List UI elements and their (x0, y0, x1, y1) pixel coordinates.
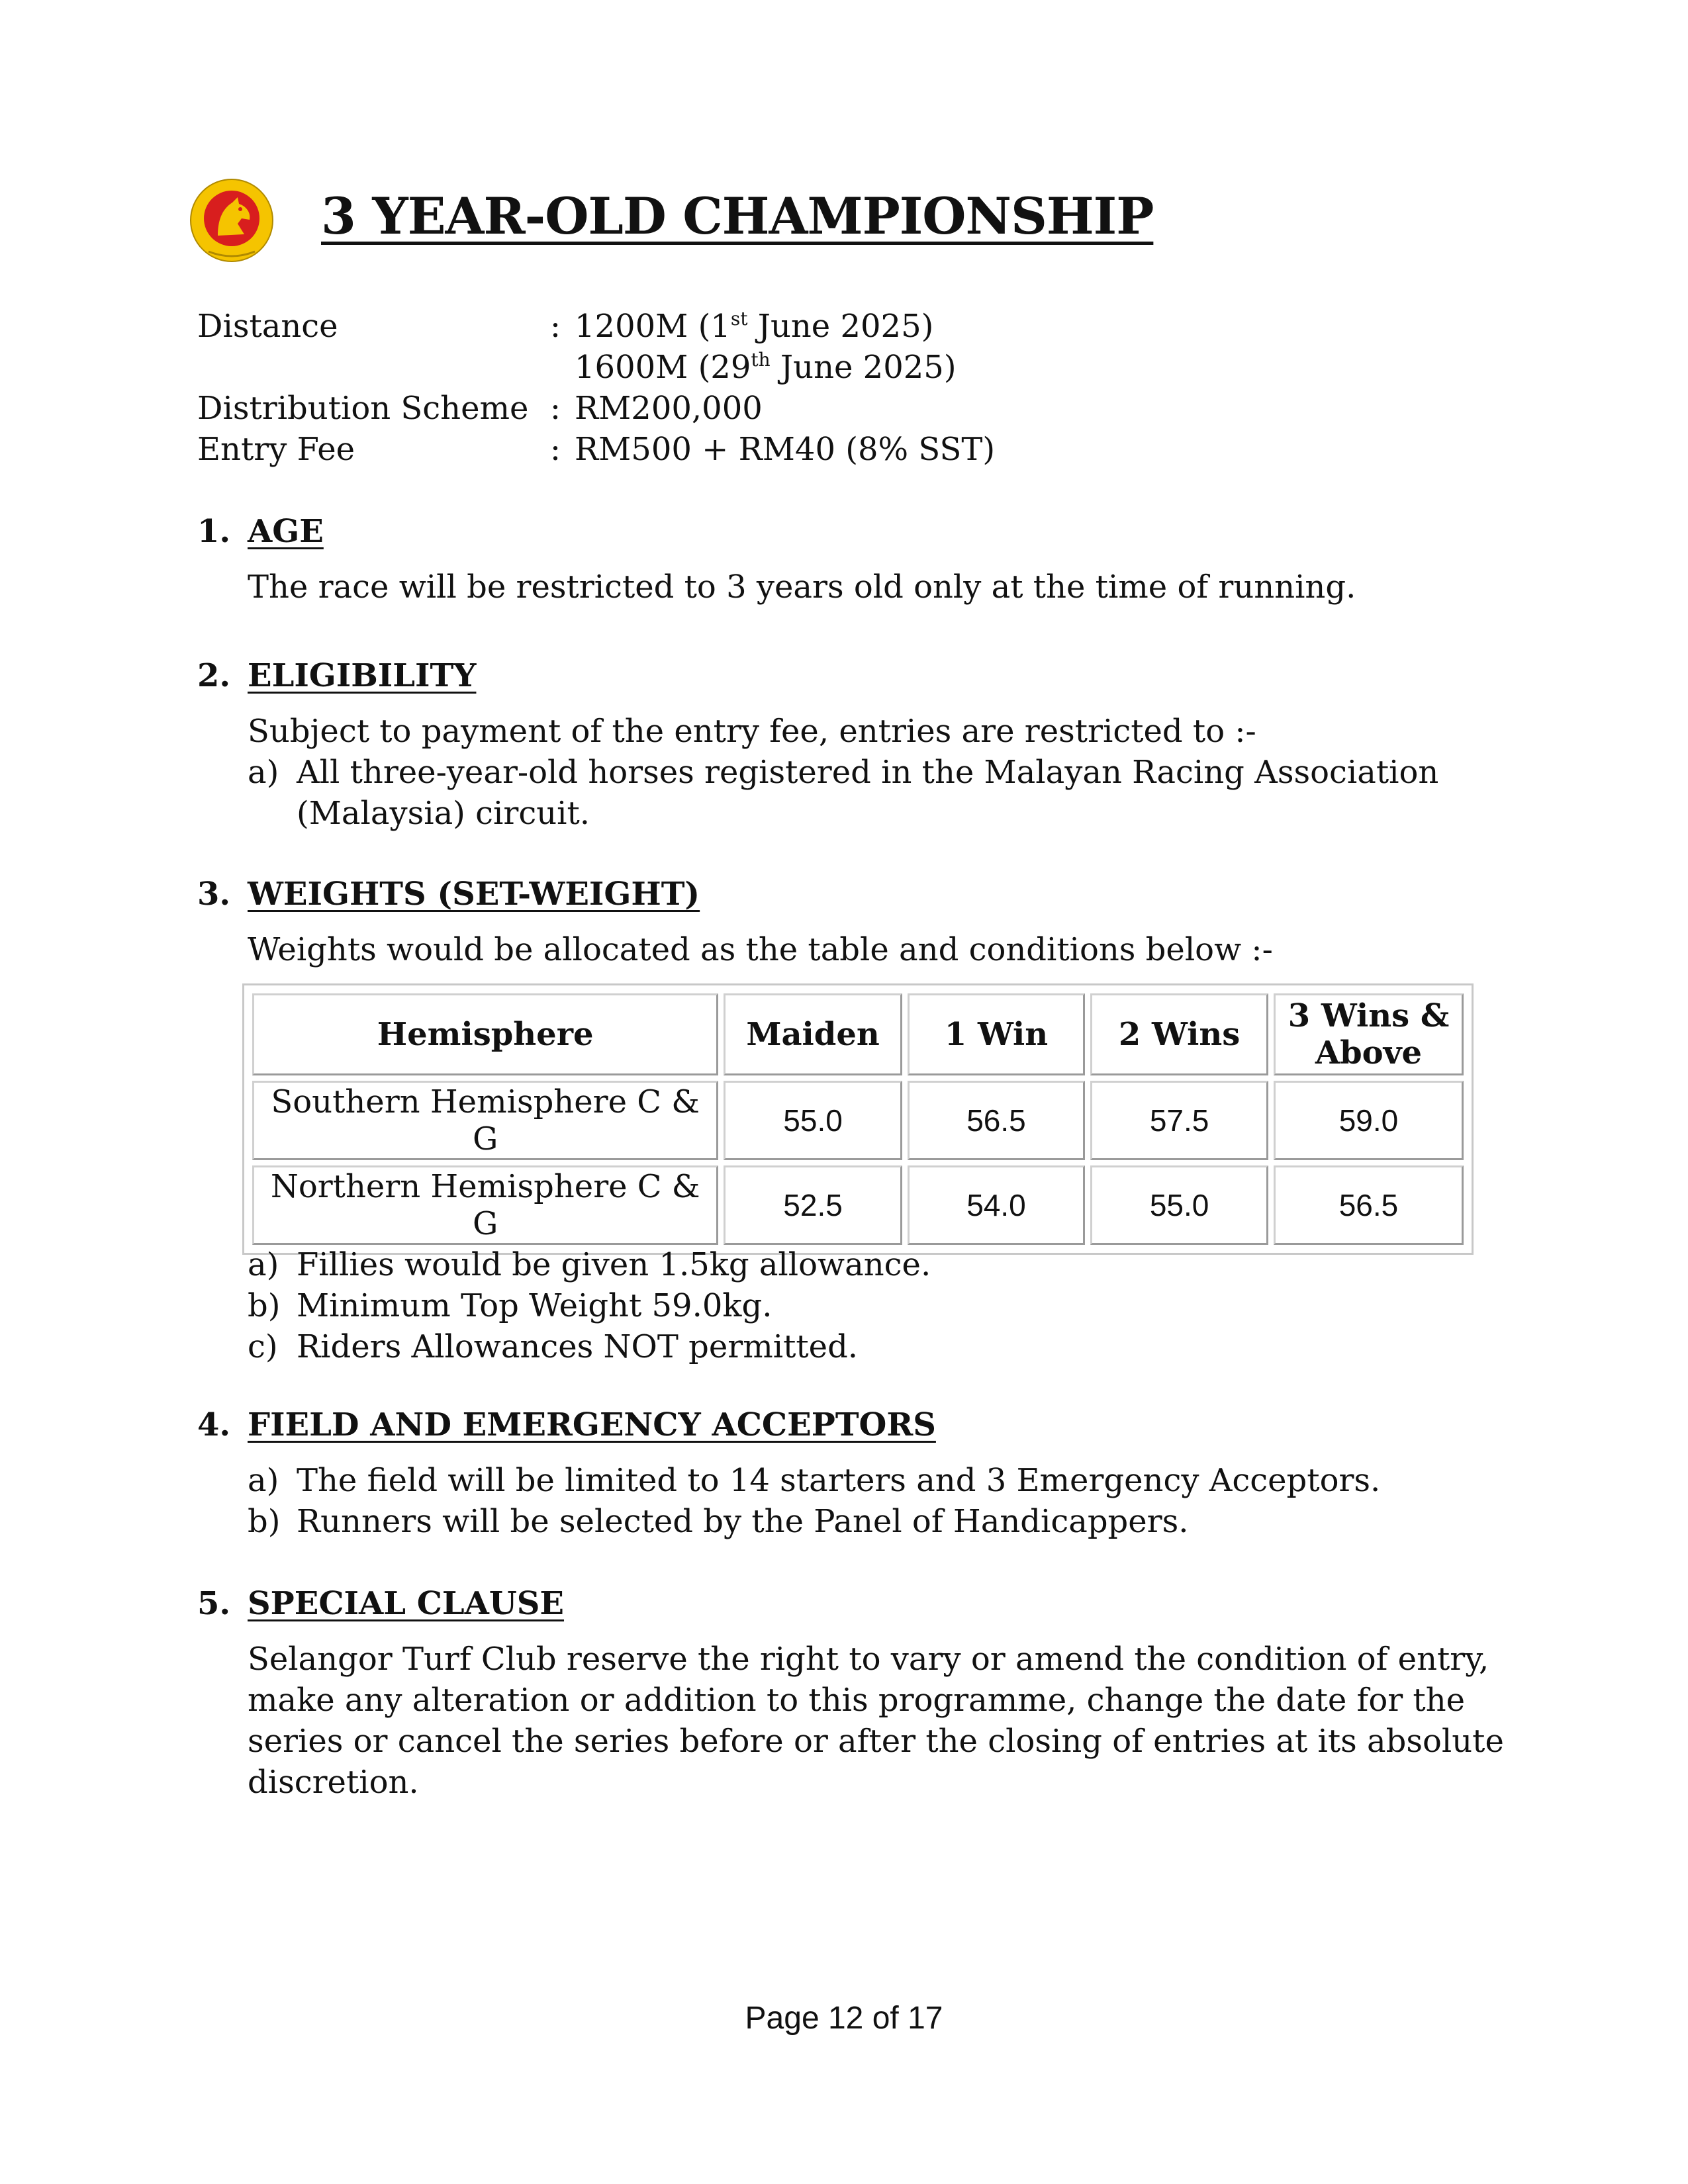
table-cell: Southern Hemisphere C & G (252, 1081, 718, 1160)
selangor-turf-club-logo-icon (189, 177, 275, 263)
table-cell: 55.0 (1090, 1165, 1268, 1245)
section-body (197, 929, 1521, 970)
section-heading (197, 511, 1521, 552)
section-field-acceptors (197, 1404, 1521, 1542)
section-title: ELIGIBILITY (248, 657, 477, 694)
distance-1-text: 1200M (1 (575, 308, 731, 345)
section-body (197, 567, 1521, 608)
race-info (197, 306, 995, 470)
distance-label: Distance (197, 308, 338, 345)
distance-value-1 (569, 306, 933, 347)
distribution-row (197, 388, 995, 429)
page-title: 3 YEAR-OLD CHAMPIONSHIP (321, 187, 1154, 246)
section-title: WEIGHTS (SET-WEIGHT) (248, 876, 700, 913)
table-cell: Northern Hemisphere C & G (252, 1165, 718, 1245)
list-item (248, 1285, 1521, 1326)
distance-1-date: June 2025) (747, 308, 934, 345)
section-weights (197, 874, 1521, 970)
distance-2-date: June 2025) (770, 349, 957, 386)
section-title: AGE (248, 513, 324, 550)
table-cell: 52.5 (724, 1165, 902, 1245)
list-marker: a) (248, 1246, 279, 1283)
entry-fee-row (197, 429, 995, 470)
paragraph: Selangor Turf Club reserve the right to vary or amend the condition of entry, make any alteration or addition to this programme, change the date for the series or cancel the series before or after the closing of entries at its absolute discretion. (248, 1641, 1504, 1801)
paragraph: Weights would be allocated as the table and conditions below :- (248, 931, 1273, 968)
section-heading (197, 1583, 1521, 1624)
page-number: Page 12 of 17 (745, 2001, 943, 2036)
spacer (197, 347, 541, 388)
weights-grid (247, 988, 1469, 1250)
distance-value-2 (569, 347, 957, 388)
colon: : (549, 390, 561, 427)
table-cell: 59.0 (1274, 1081, 1464, 1160)
section-body (197, 1244, 1521, 1367)
section-heading (197, 655, 1521, 696)
list-item (248, 1501, 1521, 1542)
section-body (197, 1460, 1521, 1542)
table-header-row (252, 993, 1464, 1075)
section-title: SPECIAL CLAUSE (248, 1585, 565, 1622)
list-text: Runners will be selected by the Panel of Handicappers. (297, 1503, 1189, 1540)
spacer (541, 347, 569, 388)
section-eligibility (197, 655, 1521, 834)
table-row (252, 1165, 1464, 1245)
table-cell: 57.5 (1090, 1081, 1268, 1160)
entry-fee-label: Entry Fee (197, 431, 355, 468)
weights-table (242, 983, 1474, 1255)
list-marker: b) (248, 1287, 281, 1324)
section-special-clause (197, 1583, 1521, 1803)
section-number: 2. (197, 657, 231, 694)
distance-2-sup: th (751, 349, 771, 371)
list-text: Fillies would be given 1.5kg allowance. (297, 1246, 931, 1283)
distribution-value: RM200,000 (575, 390, 763, 427)
distance-1-sup: st (730, 308, 748, 330)
section-title: FIELD AND EMERGENCY ACCEPTORS (248, 1406, 936, 1443)
entry-fee-value: RM500 + RM40 (8% SST) (575, 431, 996, 468)
column-header: 2 Wins (1090, 993, 1268, 1075)
table-cell: 54.0 (908, 1165, 1085, 1245)
list-text: Riders Allowances NOT permitted. (297, 1328, 859, 1365)
list-marker: c) (248, 1328, 278, 1365)
list-text: Minimum Top Weight 59.0kg. (297, 1287, 773, 1324)
list-item (248, 752, 1538, 834)
paragraph: Subject to payment of the entry fee, entries are restricted to :- (248, 713, 1256, 750)
list-item (248, 1244, 1521, 1285)
colon: : (549, 308, 561, 345)
section-age (197, 511, 1521, 608)
distance-row (197, 306, 995, 347)
colon: : (549, 431, 561, 468)
list-text: All three-year-old horses registered in the Malayan Racing Association (Malaysia) circuit. (297, 754, 1439, 832)
list-marker: b) (248, 1503, 281, 1540)
column-header: Hemisphere (252, 993, 718, 1075)
weights-conditions (197, 1244, 1521, 1367)
column-header: 3 Wins & Above (1274, 993, 1464, 1075)
section-number: 3. (197, 876, 231, 913)
distribution-label: Distribution Scheme (197, 390, 529, 427)
section-heading (197, 874, 1521, 915)
section-body (197, 711, 1538, 834)
paragraph: The race will be restricted to 3 years old only at the time of running. (248, 569, 1356, 606)
section-number: 4. (197, 1406, 231, 1443)
table-cell: 56.5 (1274, 1165, 1464, 1245)
list-marker: a) (248, 1462, 279, 1499)
list-item (248, 1460, 1521, 1501)
table-cell: 56.5 (908, 1081, 1085, 1160)
column-header: 1 Win (908, 993, 1085, 1075)
list-text: The field will be limited to 14 starters and 3 Emergency Acceptors. (297, 1462, 1381, 1499)
section-number: 1. (197, 513, 231, 550)
section-body (197, 1639, 1558, 1803)
list-marker: a) (248, 754, 279, 791)
list-item (248, 1326, 1521, 1367)
table-row (252, 1081, 1464, 1160)
column-header: Maiden (724, 993, 902, 1075)
section-number: 5. (197, 1585, 231, 1622)
table-cell: 55.0 (724, 1081, 902, 1160)
distance-row-2 (197, 347, 995, 388)
section-heading (197, 1404, 1521, 1445)
distance-2-text: 1600M (29 (575, 349, 751, 386)
